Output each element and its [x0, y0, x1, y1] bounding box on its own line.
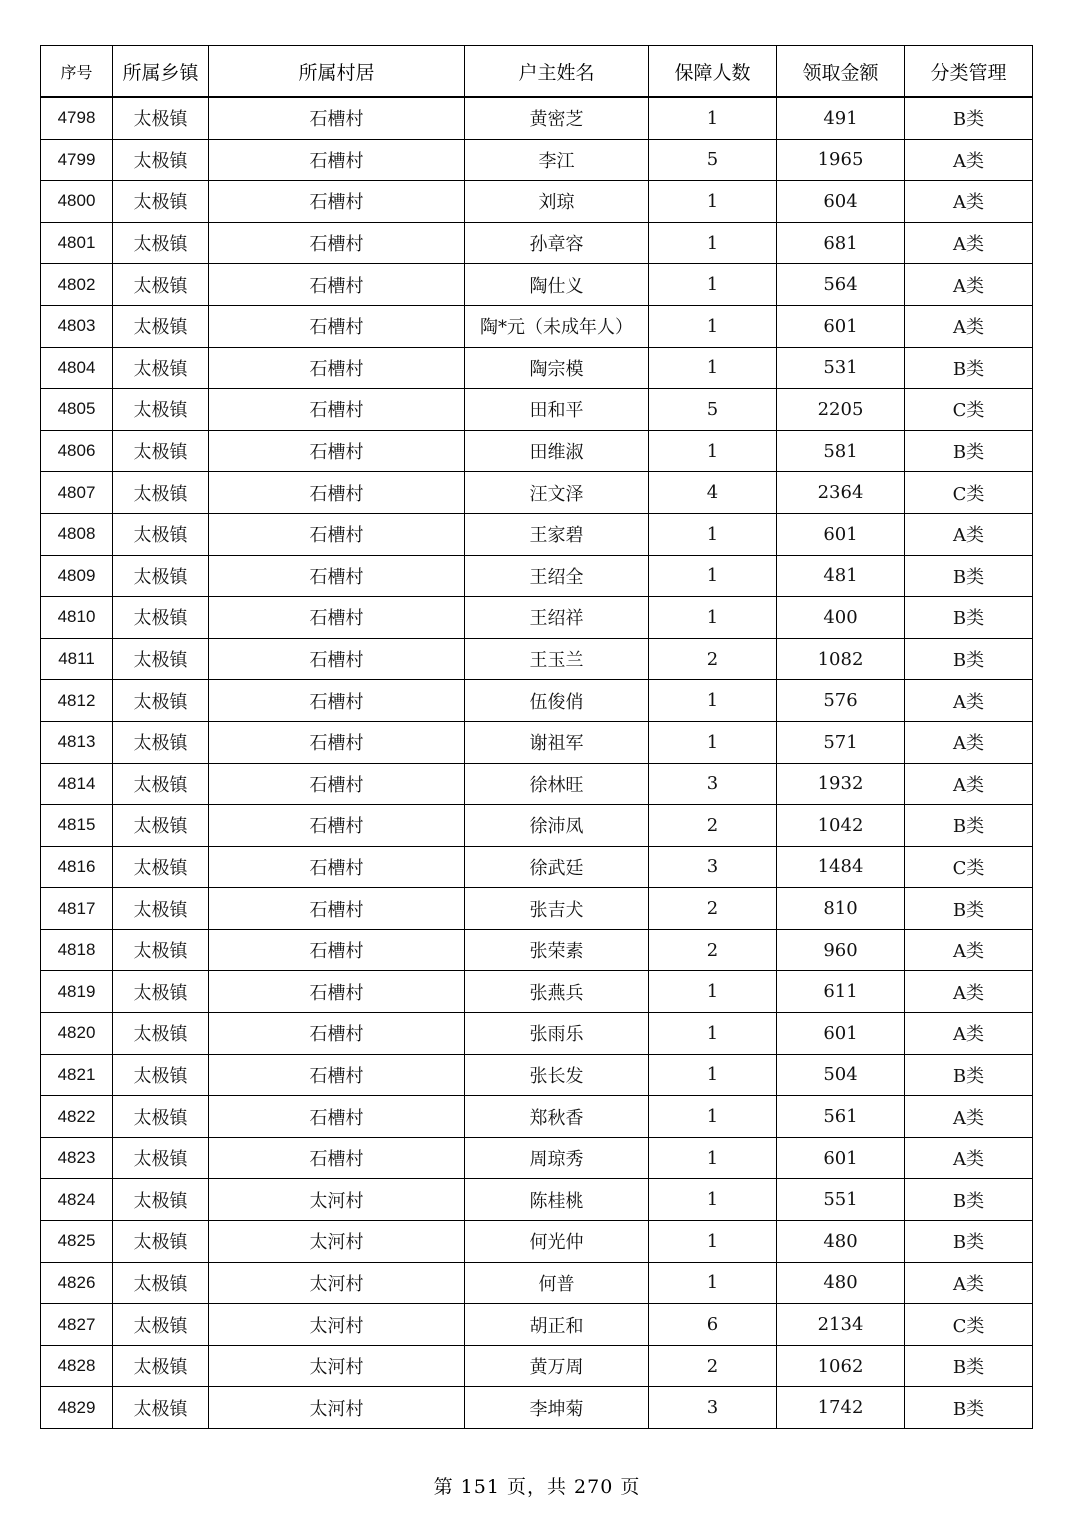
header-township: 所属乡镇: [113, 46, 209, 98]
household-head-cell: 王家碧: [465, 513, 649, 555]
amount-cell: 576: [777, 680, 905, 722]
covered-persons-cell: 1: [649, 1221, 777, 1263]
category-cell: B类: [905, 638, 1033, 680]
category-cell: A类: [905, 929, 1033, 971]
household-head-cell: 张雨乐: [465, 1013, 649, 1055]
serial-number-cell: 4804: [41, 347, 113, 389]
serial-number-cell: 4808: [41, 513, 113, 555]
table-header-row: [41, 46, 1033, 98]
township-cell: 太极镇: [113, 181, 209, 223]
serial-number-cell: 4814: [41, 763, 113, 805]
covered-persons-cell: 5: [649, 139, 777, 181]
township-cell: 太极镇: [113, 513, 209, 555]
household-head-cell: 张燕兵: [465, 971, 649, 1013]
amount-cell: 561: [777, 1096, 905, 1138]
covered-persons-cell: 1: [649, 1096, 777, 1138]
village-cell: 太河村: [209, 1262, 465, 1304]
amount-cell: 2205: [777, 389, 905, 431]
covered-persons-cell: 1: [649, 264, 777, 306]
covered-persons-cell: 3: [649, 1387, 777, 1429]
household-head-cell: 田维淑: [465, 430, 649, 472]
household-head-cell: 徐沛凤: [465, 805, 649, 847]
covered-persons-cell: 2: [649, 1345, 777, 1387]
township-cell: 太极镇: [113, 721, 209, 763]
household-head-cell: 陈桂桃: [465, 1179, 649, 1221]
covered-persons-cell: 1: [649, 222, 777, 264]
table-row: [41, 472, 1033, 514]
category-cell: A类: [905, 1262, 1033, 1304]
header-amount: 领取金额: [777, 46, 905, 98]
covered-persons-cell: 1: [649, 597, 777, 639]
township-cell: 太极镇: [113, 472, 209, 514]
village-cell: 石槽村: [209, 472, 465, 514]
serial-number-cell: 4818: [41, 929, 113, 971]
category-cell: B类: [905, 1054, 1033, 1096]
table-row: [41, 597, 1033, 639]
household-head-cell: 田和平: [465, 389, 649, 431]
table-row: [41, 1262, 1033, 1304]
covered-persons-cell: 1: [649, 181, 777, 223]
table-row: [41, 1221, 1033, 1263]
household-head-cell: 陶仕义: [465, 264, 649, 306]
amount-cell: 1042: [777, 805, 905, 847]
amount-cell: 604: [777, 181, 905, 223]
amount-cell: 681: [777, 222, 905, 264]
serial-number-cell: 4828: [41, 1345, 113, 1387]
township-cell: 太极镇: [113, 347, 209, 389]
village-cell: 太河村: [209, 1221, 465, 1263]
amount-cell: 960: [777, 929, 905, 971]
amount-cell: 1932: [777, 763, 905, 805]
village-cell: 石槽村: [209, 389, 465, 431]
covered-persons-cell: 5: [649, 389, 777, 431]
amount-cell: 564: [777, 264, 905, 306]
serial-number-cell: 4806: [41, 430, 113, 472]
township-cell: 太极镇: [113, 1137, 209, 1179]
category-cell: B类: [905, 430, 1033, 472]
household-head-cell: 何光仲: [465, 1221, 649, 1263]
category-cell: A类: [905, 264, 1033, 306]
village-cell: 太河村: [209, 1304, 465, 1346]
amount-cell: 480: [777, 1221, 905, 1263]
village-cell: 石槽村: [209, 638, 465, 680]
serial-number-cell: 4824: [41, 1179, 113, 1221]
covered-persons-cell: 3: [649, 763, 777, 805]
village-cell: 石槽村: [209, 181, 465, 223]
table-row: [41, 1345, 1033, 1387]
township-cell: 太极镇: [113, 1221, 209, 1263]
table-row: [41, 389, 1033, 431]
township-cell: 太极镇: [113, 139, 209, 181]
table-row: [41, 805, 1033, 847]
township-cell: 太极镇: [113, 1304, 209, 1346]
village-cell: 石槽村: [209, 555, 465, 597]
covered-persons-cell: 1: [649, 305, 777, 347]
category-cell: B类: [905, 1221, 1033, 1263]
category-cell: A类: [905, 721, 1033, 763]
table-row: [41, 638, 1033, 680]
table-row: [41, 929, 1033, 971]
table-row: [41, 305, 1033, 347]
table-row: [41, 1013, 1033, 1055]
village-cell: 石槽村: [209, 1137, 465, 1179]
amount-cell: 2364: [777, 472, 905, 514]
table-row: [41, 1137, 1033, 1179]
covered-persons-cell: 3: [649, 846, 777, 888]
category-cell: B类: [905, 97, 1033, 139]
category-cell: B类: [905, 597, 1033, 639]
header-covered-persons: 保障人数: [649, 46, 777, 98]
serial-number-cell: 4811: [41, 638, 113, 680]
township-cell: 太极镇: [113, 1179, 209, 1221]
amount-cell: 601: [777, 513, 905, 555]
village-cell: 石槽村: [209, 305, 465, 347]
amount-cell: 1742: [777, 1387, 905, 1429]
household-head-cell: 张长发: [465, 1054, 649, 1096]
amount-cell: 1484: [777, 846, 905, 888]
serial-number-cell: 4825: [41, 1221, 113, 1263]
covered-persons-cell: 1: [649, 680, 777, 722]
covered-persons-cell: 1: [649, 513, 777, 555]
household-head-cell: 刘琼: [465, 181, 649, 223]
household-head-cell: 谢祖军: [465, 721, 649, 763]
table-row: [41, 721, 1033, 763]
covered-persons-cell: 1: [649, 721, 777, 763]
amount-cell: 601: [777, 1137, 905, 1179]
table-row: [41, 181, 1033, 223]
village-cell: 石槽村: [209, 1096, 465, 1138]
serial-number-cell: 4798: [41, 97, 113, 139]
village-cell: 石槽村: [209, 888, 465, 930]
amount-cell: 491: [777, 97, 905, 139]
township-cell: 太极镇: [113, 97, 209, 139]
township-cell: 太极镇: [113, 1345, 209, 1387]
household-head-cell: 徐武廷: [465, 846, 649, 888]
category-cell: A类: [905, 971, 1033, 1013]
table-row: [41, 430, 1033, 472]
covered-persons-cell: 2: [649, 929, 777, 971]
household-head-cell: 王绍全: [465, 555, 649, 597]
serial-number-cell: 4815: [41, 805, 113, 847]
table-row: [41, 888, 1033, 930]
village-cell: 石槽村: [209, 97, 465, 139]
category-cell: B类: [905, 1345, 1033, 1387]
household-head-cell: 李坤菊: [465, 1387, 649, 1429]
assistance-roster-table: [40, 45, 1033, 1429]
category-cell: A类: [905, 139, 1033, 181]
category-cell: B类: [905, 888, 1033, 930]
household-head-cell: 黄万周: [465, 1345, 649, 1387]
village-cell: 石槽村: [209, 846, 465, 888]
household-head-cell: 郑秋香: [465, 1096, 649, 1138]
category-cell: A类: [905, 763, 1033, 805]
category-cell: A类: [905, 1137, 1033, 1179]
township-cell: 太极镇: [113, 680, 209, 722]
page-footer: 第 151 页，共 270 页: [433, 1476, 641, 1498]
village-cell: 石槽村: [209, 721, 465, 763]
category-cell: C类: [905, 389, 1033, 431]
covered-persons-cell: 1: [649, 1262, 777, 1304]
village-cell: 石槽村: [209, 971, 465, 1013]
township-cell: 太极镇: [113, 929, 209, 971]
household-head-cell: 徐林旺: [465, 763, 649, 805]
category-cell: B类: [905, 805, 1033, 847]
amount-cell: 581: [777, 430, 905, 472]
household-head-cell: 何普: [465, 1262, 649, 1304]
covered-persons-cell: 2: [649, 638, 777, 680]
village-cell: 太河村: [209, 1345, 465, 1387]
serial-number-cell: 4826: [41, 1262, 113, 1304]
household-head-cell: 张荣素: [465, 929, 649, 971]
covered-persons-cell: 1: [649, 1179, 777, 1221]
serial-number-cell: 4807: [41, 472, 113, 514]
category-cell: C类: [905, 1304, 1033, 1346]
township-cell: 太极镇: [113, 389, 209, 431]
serial-number-cell: 4810: [41, 597, 113, 639]
village-cell: 石槽村: [209, 805, 465, 847]
amount-cell: 611: [777, 971, 905, 1013]
village-cell: 石槽村: [209, 264, 465, 306]
category-cell: A类: [905, 305, 1033, 347]
serial-number-cell: 4829: [41, 1387, 113, 1429]
amount-cell: 601: [777, 1013, 905, 1055]
serial-number-cell: 4822: [41, 1096, 113, 1138]
table-row: [41, 97, 1033, 139]
category-cell: A类: [905, 680, 1033, 722]
covered-persons-cell: 4: [649, 472, 777, 514]
header-household-head: 户主姓名: [465, 46, 649, 98]
township-cell: 太极镇: [113, 846, 209, 888]
township-cell: 太极镇: [113, 222, 209, 264]
serial-number-cell: 4816: [41, 846, 113, 888]
table-row: [41, 846, 1033, 888]
amount-cell: 551: [777, 1179, 905, 1221]
category-cell: C类: [905, 846, 1033, 888]
serial-number-cell: 4821: [41, 1054, 113, 1096]
serial-number-cell: 4802: [41, 264, 113, 306]
township-cell: 太极镇: [113, 805, 209, 847]
covered-persons-cell: 1: [649, 430, 777, 472]
household-head-cell: 孙章容: [465, 222, 649, 264]
table-row: [41, 222, 1033, 264]
amount-cell: 1062: [777, 1345, 905, 1387]
table-row: [41, 555, 1033, 597]
table-row: [41, 1179, 1033, 1221]
household-head-cell: 周琼秀: [465, 1137, 649, 1179]
category-cell: B类: [905, 1387, 1033, 1429]
township-cell: 太极镇: [113, 555, 209, 597]
covered-persons-cell: 1: [649, 1013, 777, 1055]
covered-persons-cell: 1: [649, 97, 777, 139]
amount-cell: 1965: [777, 139, 905, 181]
amount-cell: 480: [777, 1262, 905, 1304]
household-head-cell: 李江: [465, 139, 649, 181]
covered-persons-cell: 6: [649, 1304, 777, 1346]
township-cell: 太极镇: [113, 1262, 209, 1304]
amount-cell: 531: [777, 347, 905, 389]
serial-number-cell: 4799: [41, 139, 113, 181]
amount-cell: 601: [777, 305, 905, 347]
township-cell: 太极镇: [113, 638, 209, 680]
household-head-cell: 张吉犬: [465, 888, 649, 930]
amount-cell: 2134: [777, 1304, 905, 1346]
serial-number-cell: 4805: [41, 389, 113, 431]
village-cell: 石槽村: [209, 430, 465, 472]
serial-number-cell: 4817: [41, 888, 113, 930]
header-village: 所属村居: [209, 46, 465, 98]
category-cell: A类: [905, 513, 1033, 555]
serial-number-cell: 4800: [41, 181, 113, 223]
village-cell: 太河村: [209, 1387, 465, 1429]
household-head-cell: 王绍祥: [465, 597, 649, 639]
covered-persons-cell: 2: [649, 805, 777, 847]
amount-cell: 810: [777, 888, 905, 930]
serial-number-cell: 4813: [41, 721, 113, 763]
category-cell: B类: [905, 555, 1033, 597]
household-head-cell: 黄密芝: [465, 97, 649, 139]
serial-number-cell: 4809: [41, 555, 113, 597]
table-row: [41, 680, 1033, 722]
township-cell: 太极镇: [113, 971, 209, 1013]
table-row: [41, 264, 1033, 306]
table-row: [41, 1387, 1033, 1429]
table-row: [41, 139, 1033, 181]
category-cell: B类: [905, 1179, 1033, 1221]
township-cell: 太极镇: [113, 1054, 209, 1096]
serial-number-cell: 4812: [41, 680, 113, 722]
header-serial-number: 序号: [41, 46, 113, 98]
category-cell: A类: [905, 1013, 1033, 1055]
serial-number-cell: 4827: [41, 1304, 113, 1346]
table-row: [41, 1304, 1033, 1346]
village-cell: 石槽村: [209, 597, 465, 639]
serial-number-cell: 4801: [41, 222, 113, 264]
table-row: [41, 1054, 1033, 1096]
township-cell: 太极镇: [113, 430, 209, 472]
serial-number-cell: 4803: [41, 305, 113, 347]
household-head-cell: 伍俊俏: [465, 680, 649, 722]
covered-persons-cell: 1: [649, 1054, 777, 1096]
household-head-cell: 王玉兰: [465, 638, 649, 680]
amount-cell: 1082: [777, 638, 905, 680]
township-cell: 太极镇: [113, 1013, 209, 1055]
covered-persons-cell: 1: [649, 555, 777, 597]
village-cell: 石槽村: [209, 1013, 465, 1055]
township-cell: 太极镇: [113, 264, 209, 306]
table-row: [41, 1096, 1033, 1138]
village-cell: 石槽村: [209, 1054, 465, 1096]
category-cell: A类: [905, 1096, 1033, 1138]
village-cell: 太河村: [209, 1179, 465, 1221]
village-cell: 石槽村: [209, 763, 465, 805]
village-cell: 石槽村: [209, 929, 465, 971]
amount-cell: 571: [777, 721, 905, 763]
village-cell: 石槽村: [209, 513, 465, 555]
covered-persons-cell: 2: [649, 888, 777, 930]
covered-persons-cell: 1: [649, 1137, 777, 1179]
table-row: [41, 513, 1033, 555]
township-cell: 太极镇: [113, 597, 209, 639]
village-cell: 石槽村: [209, 347, 465, 389]
covered-persons-cell: 1: [649, 347, 777, 389]
serial-number-cell: 4820: [41, 1013, 113, 1055]
household-head-cell: 陶*元（未成年人）: [465, 305, 649, 347]
table-row: [41, 347, 1033, 389]
village-cell: 石槽村: [209, 680, 465, 722]
household-head-cell: 陶宗模: [465, 347, 649, 389]
category-cell: A类: [905, 222, 1033, 264]
township-cell: 太极镇: [113, 1096, 209, 1138]
header-category: 分类管理: [905, 46, 1033, 98]
category-cell: B类: [905, 347, 1033, 389]
serial-number-cell: 4819: [41, 971, 113, 1013]
township-cell: 太极镇: [113, 1387, 209, 1429]
table-row: [41, 763, 1033, 805]
covered-persons-cell: 1: [649, 971, 777, 1013]
category-cell: A类: [905, 181, 1033, 223]
table-body: [41, 97, 1033, 1429]
table-row: [41, 971, 1033, 1013]
amount-cell: 504: [777, 1054, 905, 1096]
household-head-cell: 汪文泽: [465, 472, 649, 514]
township-cell: 太极镇: [113, 763, 209, 805]
amount-cell: 400: [777, 597, 905, 639]
village-cell: 石槽村: [209, 222, 465, 264]
category-cell: C类: [905, 472, 1033, 514]
amount-cell: 481: [777, 555, 905, 597]
township-cell: 太极镇: [113, 305, 209, 347]
household-head-cell: 胡正和: [465, 1304, 649, 1346]
township-cell: 太极镇: [113, 888, 209, 930]
serial-number-cell: 4823: [41, 1137, 113, 1179]
village-cell: 石槽村: [209, 139, 465, 181]
